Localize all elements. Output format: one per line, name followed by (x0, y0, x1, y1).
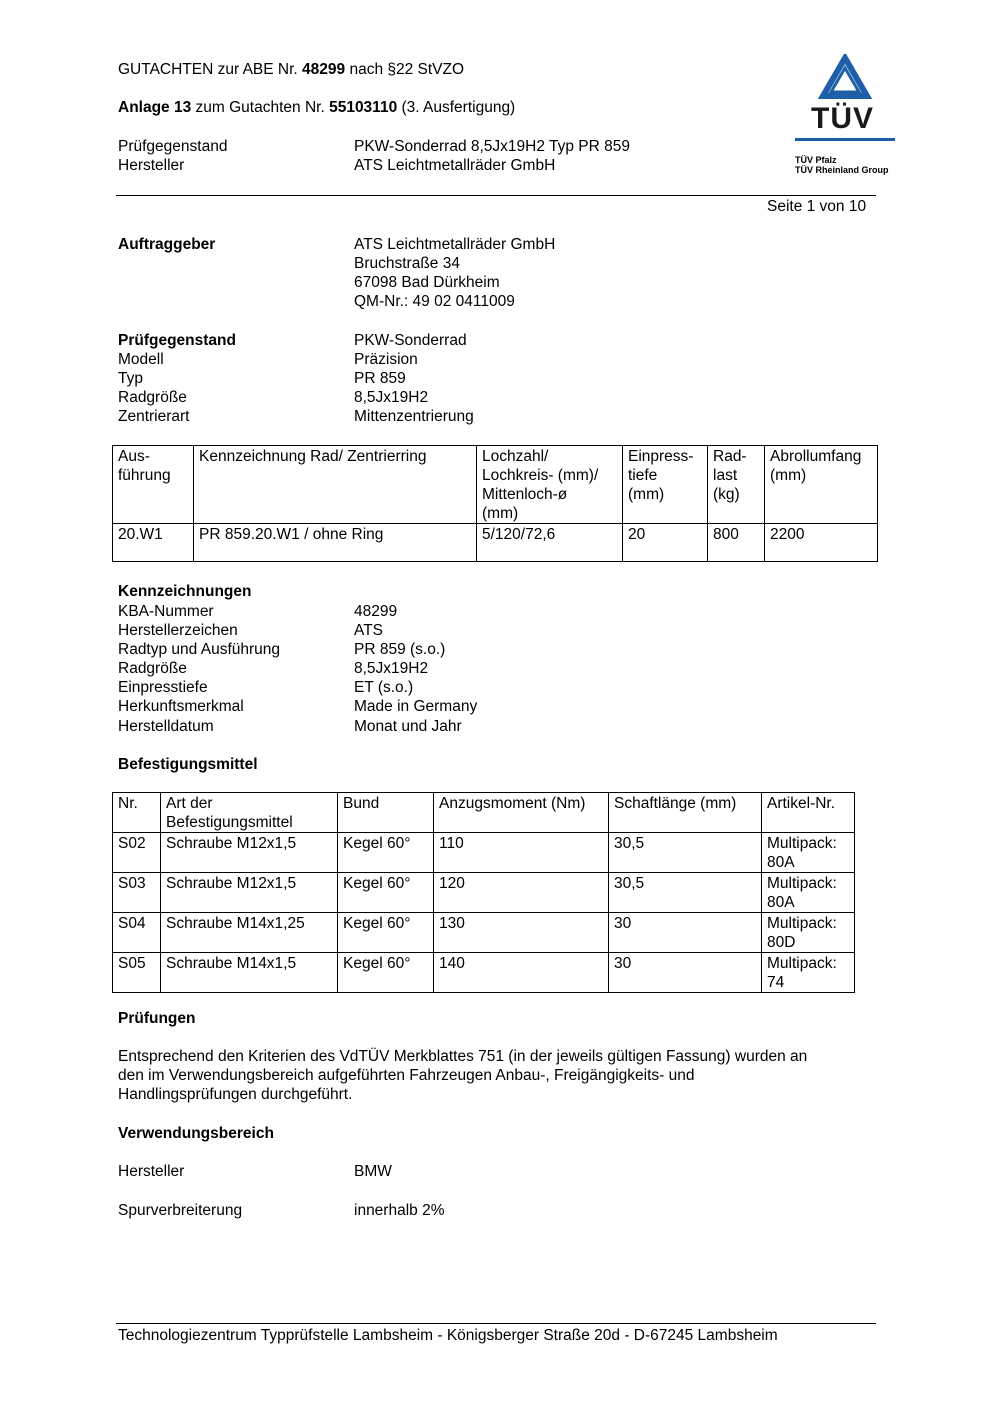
bef-header-art: Art der Befestigungsmittel (161, 793, 338, 833)
bef-header-anzugsmoment: Anzugsmoment (Nm) (434, 793, 609, 833)
kba-label: KBA-Nummer (118, 603, 214, 620)
header-title-text: GUTACHTEN zur ABE Nr. (118, 61, 303, 78)
bef-cell-anzugsmoment: 110 (434, 833, 609, 873)
bef-cell-bund: Kegel 60° (338, 873, 434, 913)
herkunft-label: Herkunftsmerkmal (118, 698, 244, 715)
zentrierart-label: Zentrierart (118, 408, 190, 425)
auftraggeber-street: Bruchstraße 34 (354, 255, 460, 272)
rad-cell-lochzahl: 5/120/72,6 (477, 524, 623, 562)
bef-cell-bund: Kegel 60° (338, 953, 434, 993)
rad-cell-ausfuehrung: 20.W1 (113, 524, 194, 562)
k-radgroesse-label: Radgröße (118, 660, 187, 677)
typ-label: Typ (118, 370, 143, 387)
header-divider (116, 195, 876, 196)
pruefungen-text-line-1: Entsprechend den Kriterien des VdTÜV Merkblattes 751 (in der jeweils gültigen Fassung) wurden an (118, 1048, 808, 1065)
modell-value: Präzision (354, 351, 418, 368)
pruefungen-text-line-2: den im Verwendungsbereich aufgeführten Fahrzeugen Anbau-, Freigängigkeits- und (118, 1067, 695, 1084)
bef-cell-artikel: Multipack: 80A (762, 873, 855, 913)
befestigung-title: Befestigungsmittel (118, 756, 258, 773)
page-number: Seite 1 von 10 (767, 198, 867, 215)
header-title-suffix: nach §22 StVZO (345, 61, 465, 78)
pruefungen-title: Prüfungen (118, 1010, 196, 1027)
radtyp-value: PR 859 (s.o.) (354, 641, 446, 658)
rad-table (112, 445, 878, 562)
pruefgegenstand-label: Prüfgegenstand (118, 332, 236, 349)
modell-label: Modell (118, 351, 164, 368)
anlage-label: Anlage 13 (118, 99, 192, 116)
bef-cell-nr: S04 (113, 913, 161, 953)
footer-divider (116, 1323, 876, 1324)
bef-header-artikel: Artikel-Nr. (762, 793, 855, 833)
bef-cell-bund: Kegel 60° (338, 833, 434, 873)
spurverbreiterung-value: innerhalb 2% (354, 1202, 445, 1219)
bef-header-nr: Nr. (113, 793, 161, 833)
abe-number: 48299 (302, 61, 346, 78)
befestigung-table (112, 792, 855, 993)
bef-cell-anzugsmoment: 140 (434, 953, 609, 993)
table-row (113, 913, 855, 953)
bef-cell-artikel: Multipack: 80A (762, 833, 855, 873)
spurverbreiterung-label: Spurverbreiterung (118, 1202, 243, 1219)
herstelldatum-label: Herstelldatum (118, 718, 214, 735)
rad-header-abrollumfang: Abrollumfang (mm) (765, 446, 878, 524)
radgroesse-label: Radgröße (118, 389, 187, 406)
auftraggeber-qm-number: QM-Nr.: 49 02 0411009 (354, 293, 515, 310)
rad-table-header-row (113, 446, 878, 524)
header-pg-label: Prüfgegenstand (118, 138, 228, 155)
header-hersteller-value: ATS Leichtmetallräder GmbH (354, 157, 556, 174)
herkunft-value: Made in Germany (354, 698, 478, 715)
table-row (113, 833, 855, 873)
rad-header-ausfuehrung: Aus- führung (113, 446, 194, 524)
tuev-logo (795, 54, 897, 179)
ausfertigung-text: (3. Ausfertigung) (397, 99, 516, 116)
bef-cell-art: Schraube M12x1,5 (161, 873, 338, 913)
rad-cell-radlast: 800 (708, 524, 765, 562)
anlage-mid-text: zum Gutachten Nr. (191, 99, 330, 116)
bef-cell-bund: Kegel 60° (338, 913, 434, 953)
bef-cell-nr: S03 (113, 873, 161, 913)
rad-header-radlast: Rad- last (kg) (708, 446, 765, 524)
table-row (113, 953, 855, 993)
kennzeichnungen-title: Kennzeichnungen (118, 583, 252, 600)
bef-cell-schaftlaenge: 30,5 (609, 873, 762, 913)
bef-cell-art: Schraube M14x1,25 (161, 913, 338, 953)
anlage-line (118, 98, 515, 117)
typ-value: PR 859 (354, 370, 406, 387)
bef-cell-schaftlaenge: 30 (609, 913, 762, 953)
bef-cell-artikel: Multipack: 80D (762, 913, 855, 953)
tuev-group-text: TÜV Rheinland Group (795, 165, 889, 175)
einpresstiefe-value: ET (s.o.) (354, 679, 414, 696)
auftraggeber-label: Auftraggeber (118, 236, 216, 253)
herstelldatum-value: Monat und Jahr (354, 718, 462, 735)
herstellerzeichen-label: Herstellerzeichen (118, 622, 238, 639)
footer-address: Technologiezentrum Typprüfstelle Lambsheim - Königsberger Straße 20d - D-67245 Lambsheim (118, 1327, 778, 1344)
herstellerzeichen-value: ATS (354, 622, 383, 639)
bef-header-bund: Bund (338, 793, 434, 833)
table-row (113, 873, 855, 913)
rad-header-lochzahl: Lochzahl/ Lochkreis- (mm)/ Mittenloch-ø (mm) (477, 446, 623, 524)
pruefgegenstand-value: PKW-Sonderrad (354, 332, 467, 349)
bef-cell-nr: S05 (113, 953, 161, 993)
pruefungen-text-line-3: Handlingsprüfungen durchgeführt. (118, 1086, 353, 1103)
header-title-line (118, 60, 464, 79)
verwendung-title: Verwendungsbereich (118, 1125, 274, 1142)
bef-header-schaftlaenge: Schaftlänge (mm) (609, 793, 762, 833)
bef-cell-art: Schraube M14x1,5 (161, 953, 338, 993)
rad-cell-abrollumfang: 2200 (765, 524, 878, 562)
befestigung-header-row (113, 793, 855, 833)
verw-hersteller-label: Hersteller (118, 1163, 185, 1180)
k-radgroesse-value: 8,5Jx19H2 (354, 660, 429, 677)
bef-cell-art: Schraube M12x1,5 (161, 833, 338, 873)
radgroesse-value: 8,5Jx19H2 (354, 389, 429, 406)
bef-cell-anzugsmoment: 130 (434, 913, 609, 953)
rad-header-einpresstiefe: Einpress- tiefe (mm) (623, 446, 708, 524)
bef-cell-artikel: Multipack: 74 (762, 953, 855, 993)
header-pg-value: PKW-Sonderrad 8,5Jx19H2 Typ PR 859 (354, 138, 630, 155)
bef-cell-nr: S02 (113, 833, 161, 873)
bef-cell-anzugsmoment: 120 (434, 873, 609, 913)
tuev-pfalz-text: TÜV Pfalz (795, 155, 837, 165)
rad-header-kennzeichnung: Kennzeichnung Rad/ Zentrierring (194, 446, 477, 524)
einpresstiefe-label: Einpresstiefe (118, 679, 208, 696)
auftraggeber-name: ATS Leichtmetallräder GmbH (354, 236, 556, 253)
gutachten-number: 55103110 (329, 99, 398, 116)
rad-cell-kennzeichnung: PR 859.20.W1 / ohne Ring (194, 524, 477, 562)
verw-hersteller-value: BMW (354, 1163, 392, 1180)
kba-value: 48299 (354, 603, 398, 620)
auftraggeber-city: 67098 Bad Dürkheim (354, 274, 500, 291)
bef-cell-schaftlaenge: 30 (609, 953, 762, 993)
zentrierart-value: Mittenzentrierung (354, 408, 474, 425)
radtyp-label: Radtyp und Ausführung (118, 641, 281, 658)
header-hersteller-label: Hersteller (118, 157, 185, 174)
bef-cell-schaftlaenge: 30,5 (609, 833, 762, 873)
tuev-brand-text: TÜV (811, 102, 874, 135)
rad-cell-einpresstiefe: 20 (623, 524, 708, 562)
table-row (113, 524, 878, 562)
